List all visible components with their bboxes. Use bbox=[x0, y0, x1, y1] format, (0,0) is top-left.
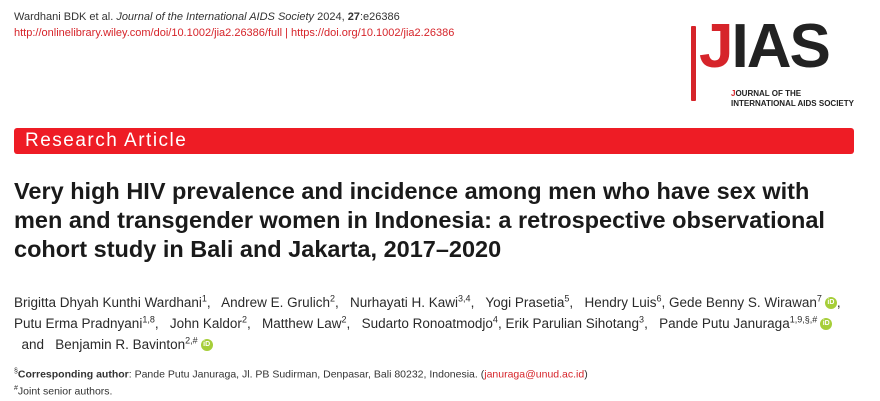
author-name: Brigitta Dhyah Kunthi Wardhani bbox=[14, 295, 202, 310]
author-affiliation: 3 bbox=[639, 314, 645, 325]
article-url-link[interactable]: http://onlinelibrary.wiley.com/doi/10.1002/jia2.26386/full bbox=[14, 27, 283, 39]
author-affiliation: 2 bbox=[341, 314, 347, 325]
logo-subtitle: JOURNAL OF THE INTERNATIONAL AIDS SOCIETY bbox=[731, 89, 854, 108]
author-affiliation: 7 bbox=[816, 293, 822, 304]
author-separator: , bbox=[206, 295, 219, 310]
author-list bbox=[14, 292, 854, 355]
author-name: Pande Putu Januraga bbox=[659, 316, 790, 331]
citation-links bbox=[14, 25, 454, 41]
jias-logo bbox=[691, 12, 861, 112]
citation-year: 2024, bbox=[317, 11, 345, 23]
logo-wordmark: JIAS bbox=[699, 12, 829, 81]
link-separator: | bbox=[282, 27, 292, 39]
author-name: Benjamin R. Bavinton bbox=[55, 337, 186, 352]
author-name: Putu Erma Pradnyani bbox=[14, 316, 143, 331]
author-affiliation: 2,# bbox=[185, 335, 198, 346]
author-name: Erik Parulian Sihotang bbox=[505, 316, 640, 331]
author-name: Yogi Prasetia bbox=[485, 295, 565, 310]
author-affiliation: 4 bbox=[492, 314, 498, 325]
orcid-icon[interactable]: iD bbox=[820, 318, 832, 330]
author-name: Gede Benny S. Wirawan bbox=[669, 295, 817, 310]
article-title: Very high HIV prevalence and incidence among men who have sex with men and transgender women in Indonesia: a retrospective observational cohort study in Bali and Jakarta, 2017–2020 bbox=[14, 178, 825, 262]
corresponding-email-link[interactable]: januraga@unud.ac.id bbox=[484, 368, 585, 381]
citation-article: :e26386 bbox=[359, 11, 400, 23]
author-affiliation: 1,8 bbox=[142, 314, 155, 325]
author-name: John Kaldor bbox=[169, 316, 242, 331]
article-type-label: Research Article bbox=[25, 130, 188, 151]
author-affiliation: 6 bbox=[656, 293, 662, 304]
citation-line bbox=[14, 9, 454, 25]
corresponding-author-label: Corresponding author bbox=[17, 368, 129, 381]
citation-authors: Wardhani BDK et al. bbox=[14, 11, 114, 23]
joint-senior-note: #Joint senior authors. bbox=[14, 384, 113, 397]
author-affiliation: 2 bbox=[241, 314, 247, 325]
logo-red-bar bbox=[691, 26, 696, 101]
footnotes bbox=[14, 365, 588, 398]
corresponding-author-note: §Corresponding author: Pande Putu Januraga, Jl. PB Sudirman, Denpasar, Bali 80232, Indonesia. (januraga@unud.ac.id) bbox=[14, 368, 588, 381]
author-affiliation: 1 bbox=[201, 293, 207, 304]
citation-header bbox=[14, 9, 454, 41]
author-separator: , bbox=[644, 316, 656, 331]
author-separator: , bbox=[154, 316, 167, 331]
author-affiliation: 2 bbox=[329, 293, 335, 304]
author-name: Sudarto Ronoatmodjo bbox=[361, 316, 493, 331]
author-name: Andrew E. Grulich bbox=[221, 295, 330, 310]
author-separator: , bbox=[346, 316, 358, 331]
author-name: Hendry Luis bbox=[584, 295, 657, 310]
article-type-banner bbox=[14, 128, 854, 154]
author-separator: , bbox=[334, 295, 347, 310]
author-separator: , bbox=[470, 295, 482, 310]
citation-journal: Journal of the International AIDS Society bbox=[116, 11, 315, 23]
author-name: Nurhayati H. Kawi bbox=[350, 295, 459, 310]
author-affiliation: 1,9,§,# bbox=[789, 314, 818, 325]
author-separator: , bbox=[836, 295, 849, 310]
author-name: Matthew Law bbox=[261, 316, 342, 331]
orcid-icon[interactable]: iD bbox=[201, 339, 213, 351]
author-separator: , bbox=[661, 295, 666, 310]
orcid-icon[interactable]: iD bbox=[825, 297, 837, 309]
author-affiliation: 3,4 bbox=[458, 293, 471, 304]
author-separator: and bbox=[14, 337, 52, 352]
author-separator: , bbox=[246, 316, 259, 331]
doi-link[interactable]: https://doi.org/10.1002/jia2.26386 bbox=[291, 27, 455, 39]
author-separator: , bbox=[569, 295, 581, 310]
author-affiliation: 5 bbox=[564, 293, 570, 304]
citation-volume: 27 bbox=[347, 11, 360, 23]
author-separator: , bbox=[497, 316, 502, 331]
